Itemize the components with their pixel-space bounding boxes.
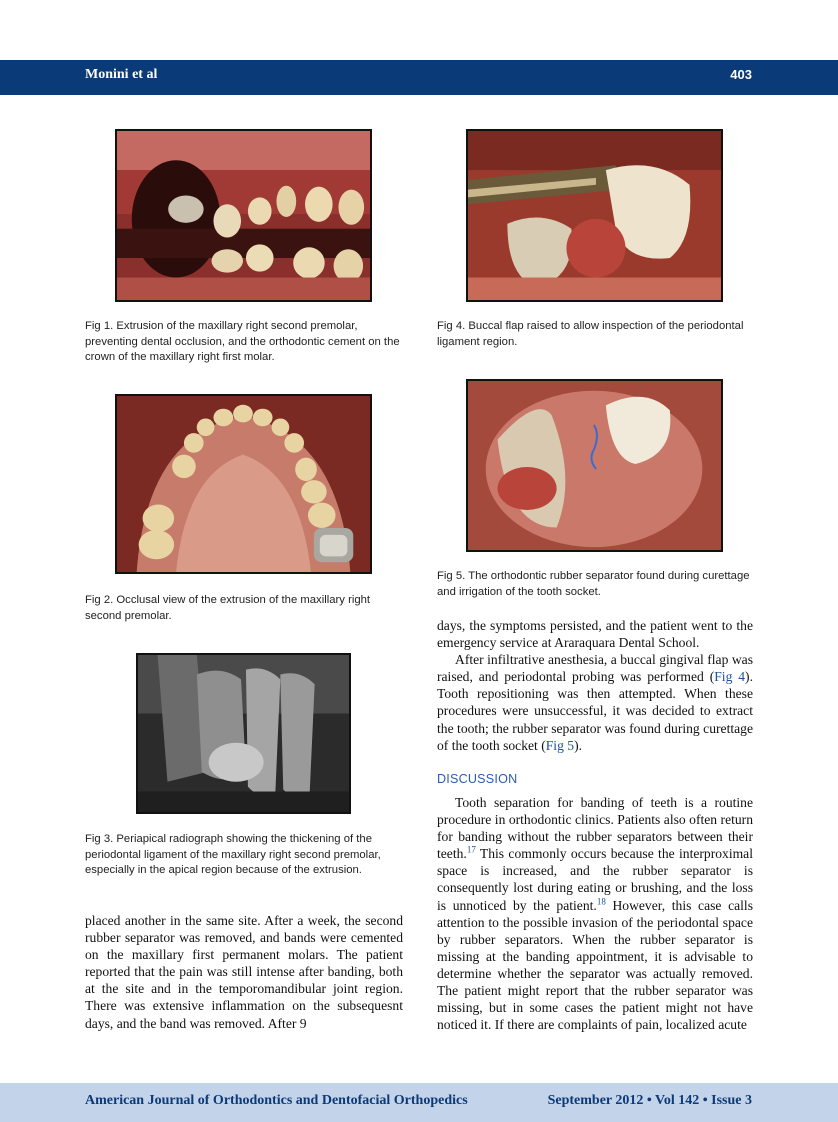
figure-5-caption: Fig 5. The orthodontic rubber separator found during curettage and irrigation of the tooth socket. [437,570,750,598]
text-segment: ). [574,737,583,753]
body-paragraph-3 [437,794,753,1033]
text-segment: ). Tooth repositioning was then attempted. When these procedures were unsuccessful, it was decided to extract the tooth; the rubber separator was found during curettage of the tooth socket ( [437,669,753,753]
figure-1-caption: Fig 1. Extrusion of the maxillary right second premolar, preventing dental occlusion, and the orthodontic cement on the crown of the maxillary right first molar. [85,320,400,363]
figure-3-radiograph [136,653,351,814]
running-footer [0,1083,838,1122]
running-header [0,60,838,95]
figure-5-link[interactable]: Fig 5 [545,737,575,753]
section-heading-discussion: DISCUSSION [437,772,518,786]
right-column-text [437,617,753,754]
running-header-authors: Monini et al [85,67,158,82]
text-segment: After infiltrative anesthesia, a buccal gingival flap was raised, and periodontal probing was performed ( [437,652,753,685]
discussion-text [437,794,753,1033]
journal-title: American Journal of Orthodontics and Dentofacial Orthopedics [85,1093,468,1108]
reference-18-link[interactable]: 18 [596,896,606,907]
figure-5-photo [466,379,723,552]
figure-1-photo [115,129,372,302]
figure-3-caption: Fig 3. Periapical radiograph showing the thickening of the periodontal ligament of the maxillary right second premolar, especially in the apical region because of the extrusion. [85,833,381,876]
text-segment: However, this case calls attention to the possible invasion of the periodontal space by rubber separators. When the rubber separator is missing at the banding appointment, it is advisable to determine whether the separator was actually removed. The patient might report that the rubber separator was missing, but in some cases the patient might not have noticed it. If there are complaints of pain, localized acute [437,897,754,1033]
body-paragraph-1: days, the symptoms persisted, and the patient went to the emergency service at Araraquara Dental School. [437,618,753,651]
figure-4-caption: Fig 4. Buccal flap raised to allow inspection of the periodontal ligament region. [437,320,744,348]
left-column-text [85,912,403,1032]
text-segment: Tooth separation for banding of teeth is a routine procedure in orthodontic clinics. Patients also often return for banding without the rubber separators between their teeth. [437,795,753,862]
reference-17-link[interactable]: 17 [466,844,476,855]
body-paragraph: placed another in the same site. After a week, the second rubber separator was removed, and bands were cemented on the maxillary first permanent molars. The patient reported that the pain was still intense after banding, both at the site and in the temporomandibular joint region. There was extensive inflammation on the subsequesnt days, and the band was removed. After 9 [85,913,403,1031]
issue-info: September 2012 • Vol 142 • Issue 3 [547,1093,752,1108]
figure-2-caption: Fig 2. Occlusal view of the extrusion of the maxillary right second premolar. [85,594,371,622]
page-number: 403 [730,67,752,82]
figure-4-link[interactable]: Fig 4 [714,669,746,685]
figure-2-photo [115,394,372,574]
figure-4-photo [466,129,723,302]
body-paragraph-2 [437,651,753,754]
text-segment: This commonly occurs because the interproximal space is increased, and the rubber separator is consequently lost during eating or brushing, and the loss is unnoticed by the patient. [437,846,753,913]
